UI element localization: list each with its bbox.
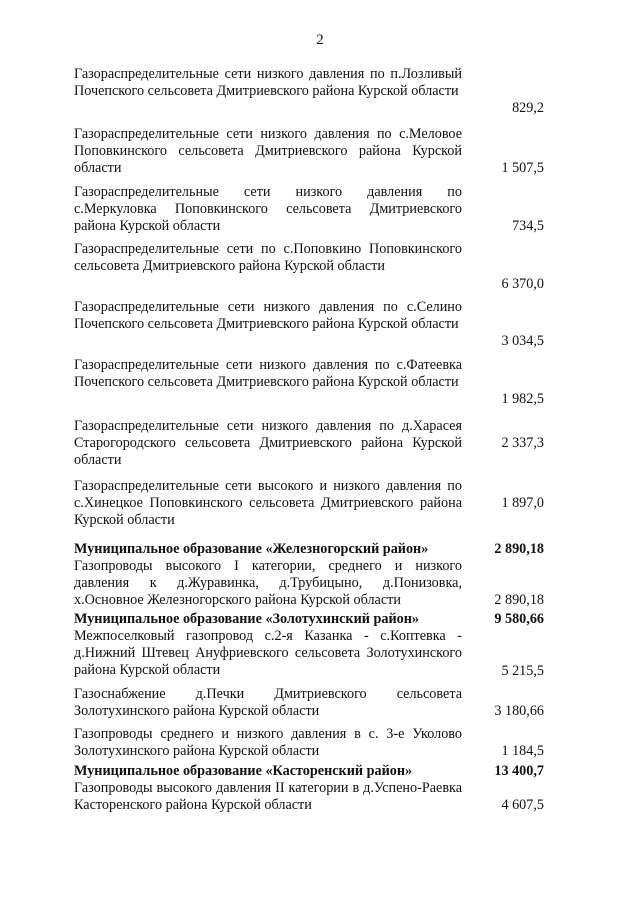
- row-description: Газораспределительные сети низкого давления по д.Харасея Старогородского сельсовета Дмитриевского района Курской области: [74, 418, 462, 468]
- row-value: 4 607,5: [501, 797, 544, 813]
- municipality-name: Муниципальное образование «Касторенский район»: [74, 763, 413, 779]
- row-description: Газораспределительные сети низкого давления по с.Фатеевка Почепского сельсовета Дмитриевского района Курской области: [74, 357, 462, 390]
- municipality-total: 9 580,66: [494, 611, 544, 627]
- municipality-total: 13 400,7: [494, 763, 544, 779]
- row-description: Газоснабжение д.Печки Дмитриевского сельсовета Золотухинского района Курской области: [74, 686, 462, 719]
- row-value: 6 370,0: [501, 276, 544, 292]
- row-value: 734,5: [512, 218, 544, 234]
- municipality-name: Муниципальное образование «Золотухинский район»: [74, 611, 420, 627]
- row-description: Газопроводы среднего и низкого давления в с. 3-е Уколово Золотухинского района Курской области: [74, 726, 462, 759]
- row-value: 5 215,5: [501, 663, 544, 679]
- row-description: Газораспределительные сети низкого давления по с.Селино Почепского сельсовета Дмитриевского района Курской области: [74, 299, 462, 332]
- row-description: Газораспределительные сети низкого давления по с.Меловое Поповкинского сельсовета Дмитриевского района Курской области: [74, 126, 462, 176]
- row-description: Газопроводы высокого I категории, среднего и низкого давления к д.Журавинка, д.Трубицыно, д.Понизовка, х.Основное Железногорского района Курской области: [74, 558, 462, 608]
- row-value: 3 180,66: [494, 703, 544, 719]
- municipality-total: 2 890,18: [494, 541, 544, 557]
- row-value: 1 897,0: [501, 495, 544, 511]
- row-value: 1 507,5: [501, 160, 544, 176]
- municipality-name: Муниципальное образование «Железногорский район»: [74, 541, 429, 557]
- row-value: 1 184,5: [501, 743, 544, 759]
- page-number: 2: [316, 32, 324, 48]
- row-description: Газораспределительные сети низкого давления по с.Меркуловка Поповкинского сельсовета Дмитриевского района Курской области: [74, 184, 462, 234]
- row-description: Газораспределительные сети высокого и низкого давления по с.Хинецкое Поповкинского сельсовета Дмитриевского района Курской области: [74, 478, 462, 528]
- row-value: 1 982,5: [501, 391, 544, 407]
- row-description: Газораспределительные сети низкого давления по п.Лозливый Почепского сельсовета Дмитриевского района Курской области: [74, 66, 462, 99]
- row-description: Газораспределительные сети по с.Поповкино Поповкинского сельсовета Дмитриевского района Курской области: [74, 241, 462, 274]
- row-value: 2 337,3: [501, 435, 544, 451]
- row-value: 3 034,5: [501, 333, 544, 349]
- row-description: Газопроводы высокого давления II категории в д.Успено-Раевка Касторенского района Курской области: [74, 780, 462, 813]
- row-value: 2 890,18: [494, 592, 544, 608]
- row-description: Межпоселковый газопровод с.2-я Казанка - с.Коптевка - д.Нижний Штевец Ануфриевского сельсовета Золотухинского района Курской области: [74, 628, 462, 678]
- row-value: 829,2: [512, 100, 544, 116]
